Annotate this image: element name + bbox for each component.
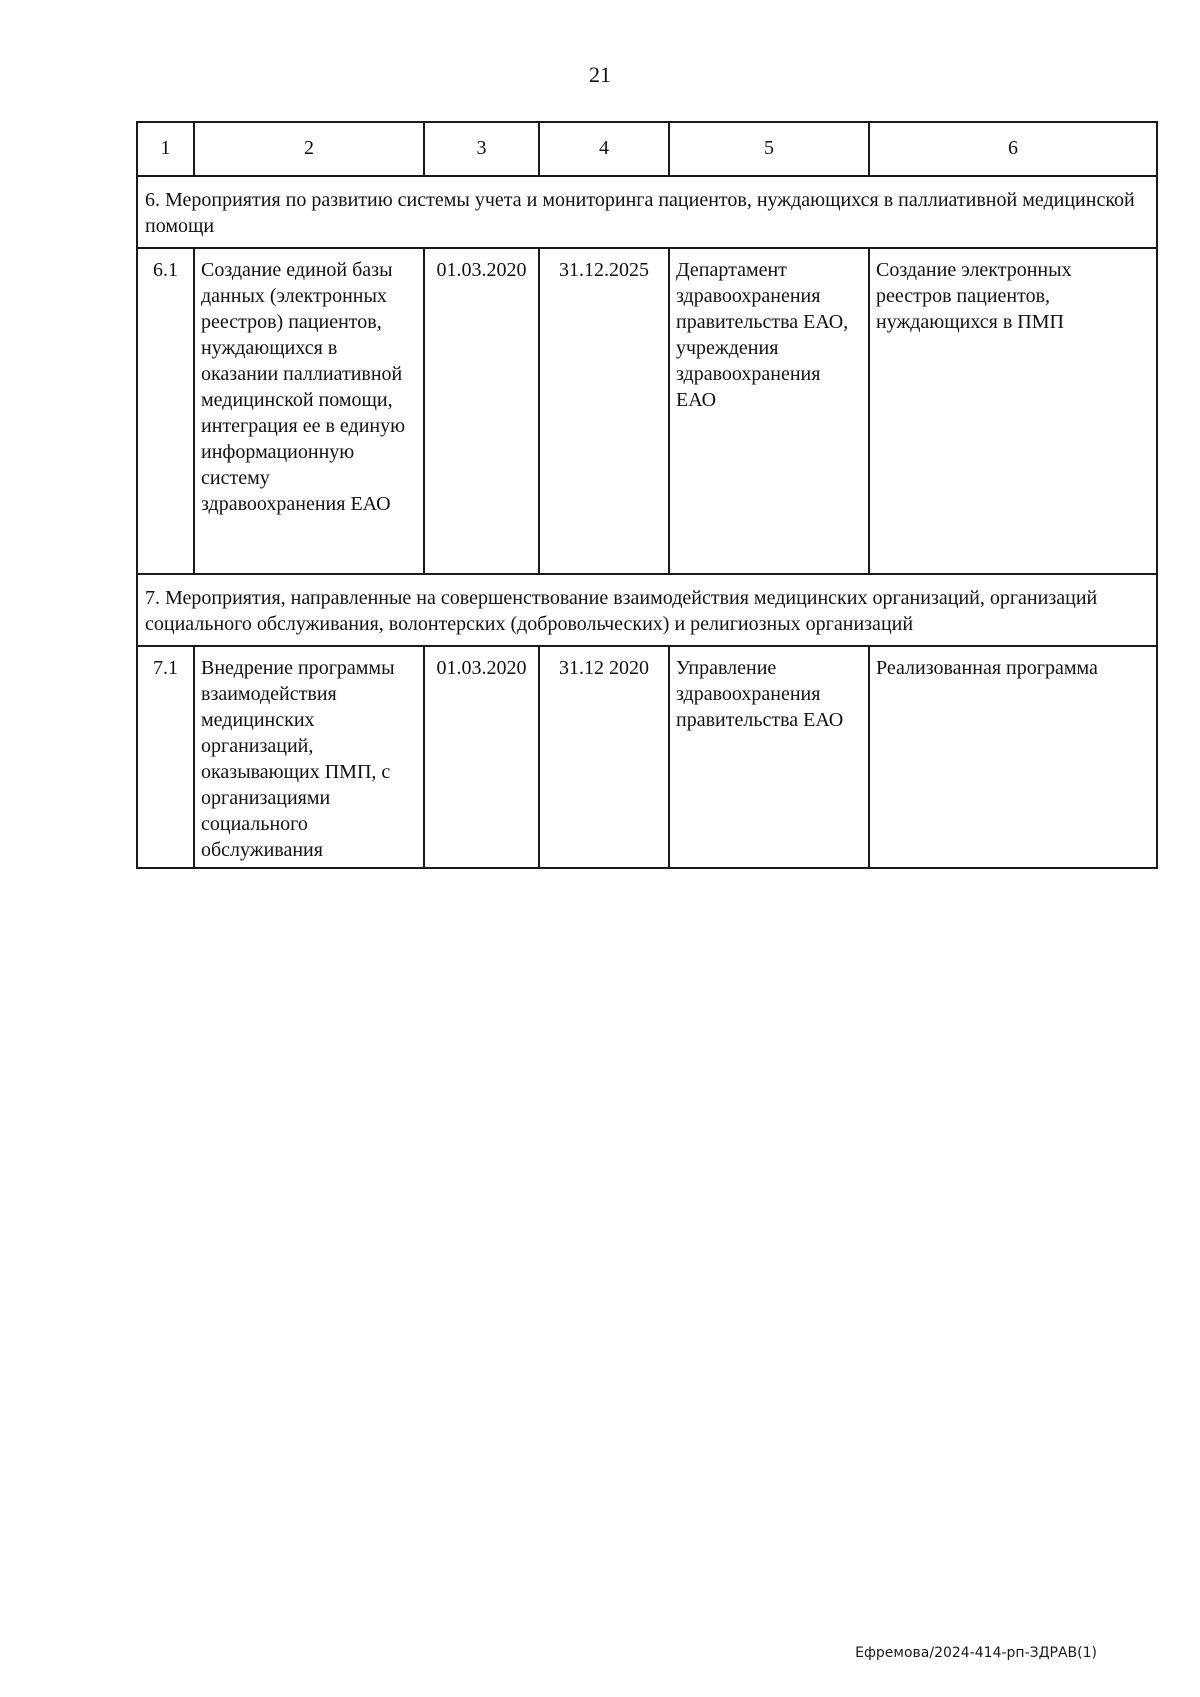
start-date-cell: 01.03.2020 [424,248,539,574]
document-code: Ефремова/2024-414-рп-ЗДРАВ(1) [855,1645,1097,1661]
result-cell: Реализованная программа [869,646,1157,868]
end-date-cell: 31.12.2025 [539,248,669,574]
column-number-1: 1 [137,122,194,176]
activity-cell: Создание единой базы данных (электронных реестров) пациентов, нуждающихся в оказании паллиативной медицинской помощи, интеграция ее в единую информационную систему здравоохранения ЕАО [194,248,424,574]
activity-cell: Внедрение программы взаимодействия медицинских организаций, оказывающих ПМП, с организациями социального обслуживания [194,646,424,868]
column-number-4: 4 [539,122,669,176]
page-number: 21 [589,62,611,87]
result-cell: Создание электронных реестров пациентов, нуждающихся в ПМП [869,248,1157,574]
section-6-title: 6. Мероприятия по развитию системы учета и мониторинга пациентов, нуждающихся в паллиативной медицинской помощи [137,176,1157,248]
column-number-6: 6 [869,122,1157,176]
row-number: 7.1 [137,646,194,868]
column-number-5: 5 [669,122,869,176]
column-number-3: 3 [424,122,539,176]
column-number-2: 2 [194,122,424,176]
start-date-cell: 01.03.2020 [424,646,539,868]
executor-cell: Департамент здравоохранения правительства ЕАО, учреждения здравоохранения ЕАО [669,248,869,574]
row-number: 6.1 [137,248,194,574]
table-row-7-1 [137,646,1157,868]
section-6-row [137,176,1157,248]
measures-table [136,121,1158,869]
executor-cell: Управление здравоохранения правительства ЕАО [669,646,869,868]
section-7-title: 7. Мероприятия, направленные на совершенствование взаимодействия медицинских организаций, организаций социального обслуживания, волонтерских (добровольческих) и религиозных организаций [137,574,1157,646]
table-row-6-1 [137,248,1157,574]
table-header-row [137,122,1157,176]
section-7-row [137,574,1157,646]
end-date-cell: 31.12 2020 [539,646,669,868]
